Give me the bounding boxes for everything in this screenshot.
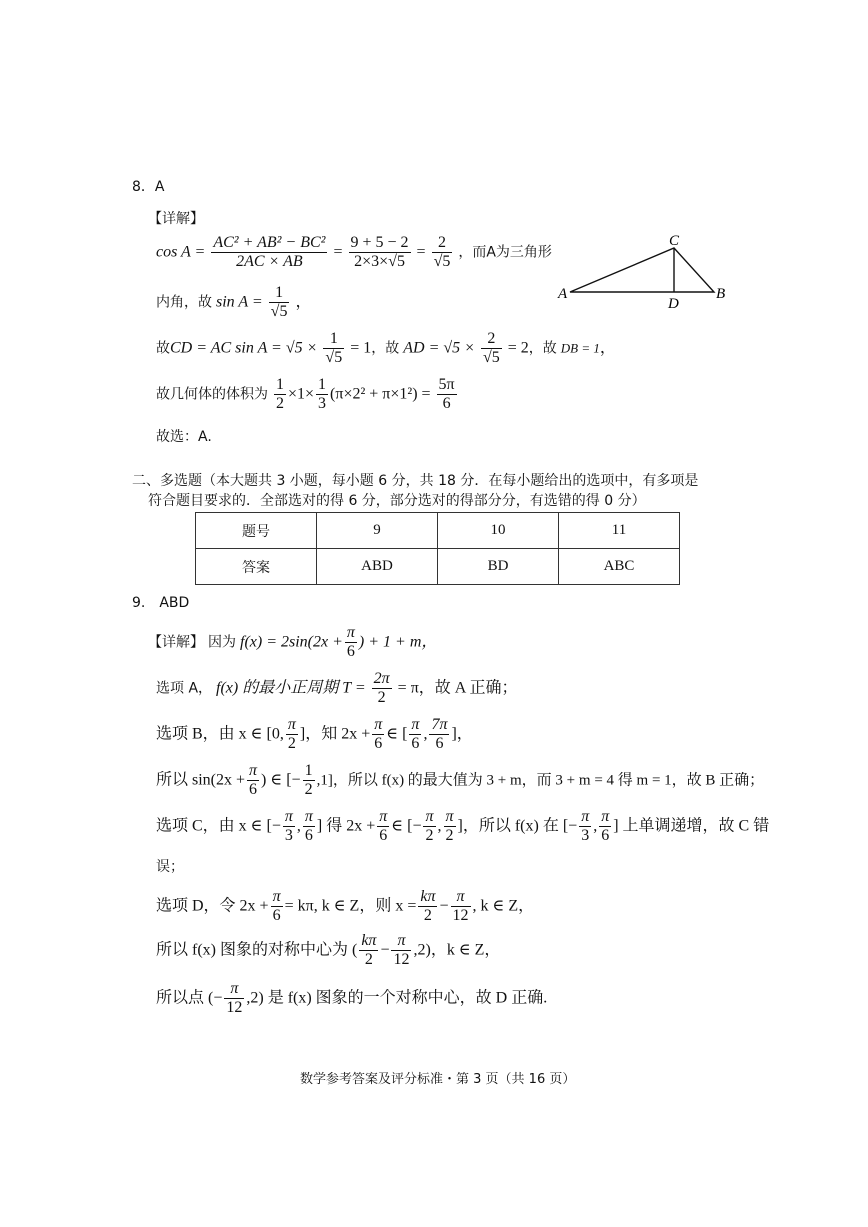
- q9-option-c: 选项 C，由 x ∈ [− $\frac{\pi}{3}$ , $\frac{\pi}{6}$ ] 得 2x + $\frac{\pi}{6}$ ∈ [− $\frac{\pi}{2}$ , $\frac{\pi}{2}$ ]，所以 f(x) 在 [− $\frac{\pi}{3}$ , $\frac{\pi}{6}$ ] 上单调递增，故 C 错: [156, 808, 770, 845]
- answer-table: [195, 512, 680, 585]
- triangle-figure: [552, 228, 742, 312]
- ad-frac: $\frac{2}{√5}$: [482, 330, 500, 367]
- d-frac-3: $\frac{\pi}{12}$: [452, 888, 469, 925]
- d-frac-1: $\frac{\pi}{6}$: [272, 888, 281, 925]
- cos-frac-2: $\frac{9 + 5 - 2}{2\times 3\times√5}$: [350, 234, 409, 271]
- q8-cd-line: 故CD = AC sin A = √5 × $\frac{1}{√5}$ = 1，故 AD = √5 × $\frac{2}{√5}$ = 2，故 DB = 1，: [156, 330, 616, 367]
- c-frac-2: $\frac{\pi}{6}$: [304, 808, 313, 845]
- vol-frac-3: $\frac{5\pi}{6}$: [438, 376, 455, 413]
- sin-frac: $\frac{1}{√5}$: [270, 284, 288, 321]
- table-cell: 10: [438, 513, 559, 549]
- q9-option-d: 选项 D，令 2x + $\frac{\pi}{6}$ = kπ, k ∈ Z，则 x = $\frac{k\pi}{2}$ − $\frac{\pi}{12}$ , k ∈ Z，: [156, 888, 535, 925]
- q9-sin-range: 所以 sin(2x + $\frac{\pi}{6}$ ) ∈ [− $\frac{1}{2}$ ,1]，所以 f(x) 的最大值为 3 + m，而 3 + m = 4 得 m = 1，故 B 正确；: [156, 762, 765, 799]
- q8-detail-tag: 【详解】: [148, 211, 204, 227]
- b-frac-2: $\frac{\pi}{6}$: [374, 716, 383, 753]
- c-frac-7: $\frac{\pi}{6}$: [601, 808, 610, 845]
- q9-symmetry-center: 所以 f(x) 图象的对称中心为 ( $\frac{k\pi}{2}$ − $\frac{\pi}{12}$ ,2)，k ∈ Z，: [156, 932, 501, 969]
- q9-option-b: 选项 B，由 x ∈ [0, $\frac{\pi}{2}$ ]，知 2x + $\frac{\pi}{6}$ ∈ [ $\frac{\pi}{6}$ , $\frac{7\pi}{6}$ ]，: [156, 716, 473, 753]
- b-frac-4: $\frac{7\pi}{6}$: [431, 716, 448, 753]
- c-frac-1: $\frac{\pi}{3}$: [284, 808, 293, 845]
- q8-cos-line: cos A = $\frac{\text{AC² + AB² − BC²}}{2AC \times AB}$ = $\frac{9 + 5 - 2}{2\times 3\times√5}$ = $\frac{2}{√5}$ ，而A为三角形: [156, 234, 552, 271]
- table-cell: ABC: [559, 549, 680, 585]
- cos-lhs: cos A =: [156, 243, 206, 261]
- c-frac-6: $\frac{\pi}{3}$: [581, 808, 590, 845]
- table-cell: ABD: [317, 549, 438, 585]
- c-frac-5: $\frac{\pi}{2}$: [445, 808, 454, 845]
- a-frac: $\frac{2\pi}{2}$: [373, 670, 390, 707]
- page-footer: 数学参考答案及评分标准・第 3 页（共 16 页）: [300, 1072, 576, 1087]
- d-frac-2: $\frac{k\pi}{2}$: [420, 888, 436, 925]
- b-frac-1: $\frac{\pi}{2}$: [287, 716, 296, 753]
- q8-heading: 8．A: [132, 179, 165, 195]
- q8-volume-line: 故几何体的体积为 $\frac{1}{2}$ ×1× $\frac{1}{3}$ (π×2² + π×1²) = $\frac{5\pi}{6}$: [156, 376, 455, 413]
- e-frac-2: $\frac{\pi}{12}$: [393, 932, 410, 969]
- q9-heading: 9. ABD: [132, 595, 190, 611]
- table-cell: 题号: [196, 513, 317, 549]
- label-b: B: [716, 286, 726, 302]
- g-frac-1: $\frac{\pi}{12}$: [226, 980, 243, 1017]
- q9-conclusion: 所以点 (− $\frac{\pi}{12}$ ,2) 是 f(x) 图象的一个对称中心，故 D 正确.: [156, 980, 548, 1017]
- q9-f-line: 【详解】 因为 f(x) = 2sin(2x + $\frac{\pi}{6}$ ) + 1 + m，: [148, 624, 438, 661]
- label-d: D: [668, 296, 679, 312]
- cos-frac-1: $\frac{\text{AC² + AB² − BC²}}{2AC \times AB}$: [213, 234, 326, 271]
- s-frac-2: $\frac{1}{2}$: [304, 762, 313, 799]
- f-frac: $\frac{\pi}{6}$: [346, 624, 355, 661]
- section2-line2: 符合题目要求的．全部选对的得 6 分，部分选对的得部分分，有选错的得 0 分）: [148, 493, 646, 509]
- c-frac-4: $\frac{\pi}{2}$: [425, 808, 434, 845]
- b-frac-3: $\frac{\pi}{6}$: [411, 716, 420, 753]
- vol-frac-2: $\frac{1}{3}$: [318, 376, 327, 413]
- q8-sin-line: 内角，故 sin A = $\frac{1}{√5}$ ，: [156, 284, 312, 321]
- q8-choose: 故选：A.: [156, 429, 212, 445]
- cos-frac-3: $\frac{2}{√5}$: [433, 234, 451, 271]
- label-a: A: [558, 286, 568, 302]
- table-cell: BD: [438, 549, 559, 585]
- c-frac-3: $\frac{\pi}{6}$: [379, 808, 388, 845]
- e-frac-1: $\frac{k\pi}{2}$: [361, 932, 377, 969]
- vol-frac-1: $\frac{1}{2}$: [276, 376, 284, 413]
- label-c: C: [669, 233, 680, 249]
- table-row: [196, 549, 680, 585]
- triangle-abc: [570, 248, 714, 292]
- section2-line1: 二、多选题（本大题共 3 小题，每小题 6 分，共 18 分．在每小题给出的选项中，有多项是: [132, 473, 699, 489]
- table-cell: 11: [559, 513, 680, 549]
- q9-option-a: 选项 A， f(x) 的最小正周期 T = $\frac{2\pi}{2}$ = π，故 A 正确；: [156, 670, 518, 707]
- table-cell: 9: [317, 513, 438, 549]
- s-frac-1: $\frac{\pi}{6}$: [249, 762, 258, 799]
- cd-frac: $\frac{1}{√5}$: [325, 330, 343, 367]
- table-row: [196, 513, 680, 549]
- table-cell: 答案: [196, 549, 317, 585]
- q9-option-c-wrap: 误；: [156, 859, 184, 875]
